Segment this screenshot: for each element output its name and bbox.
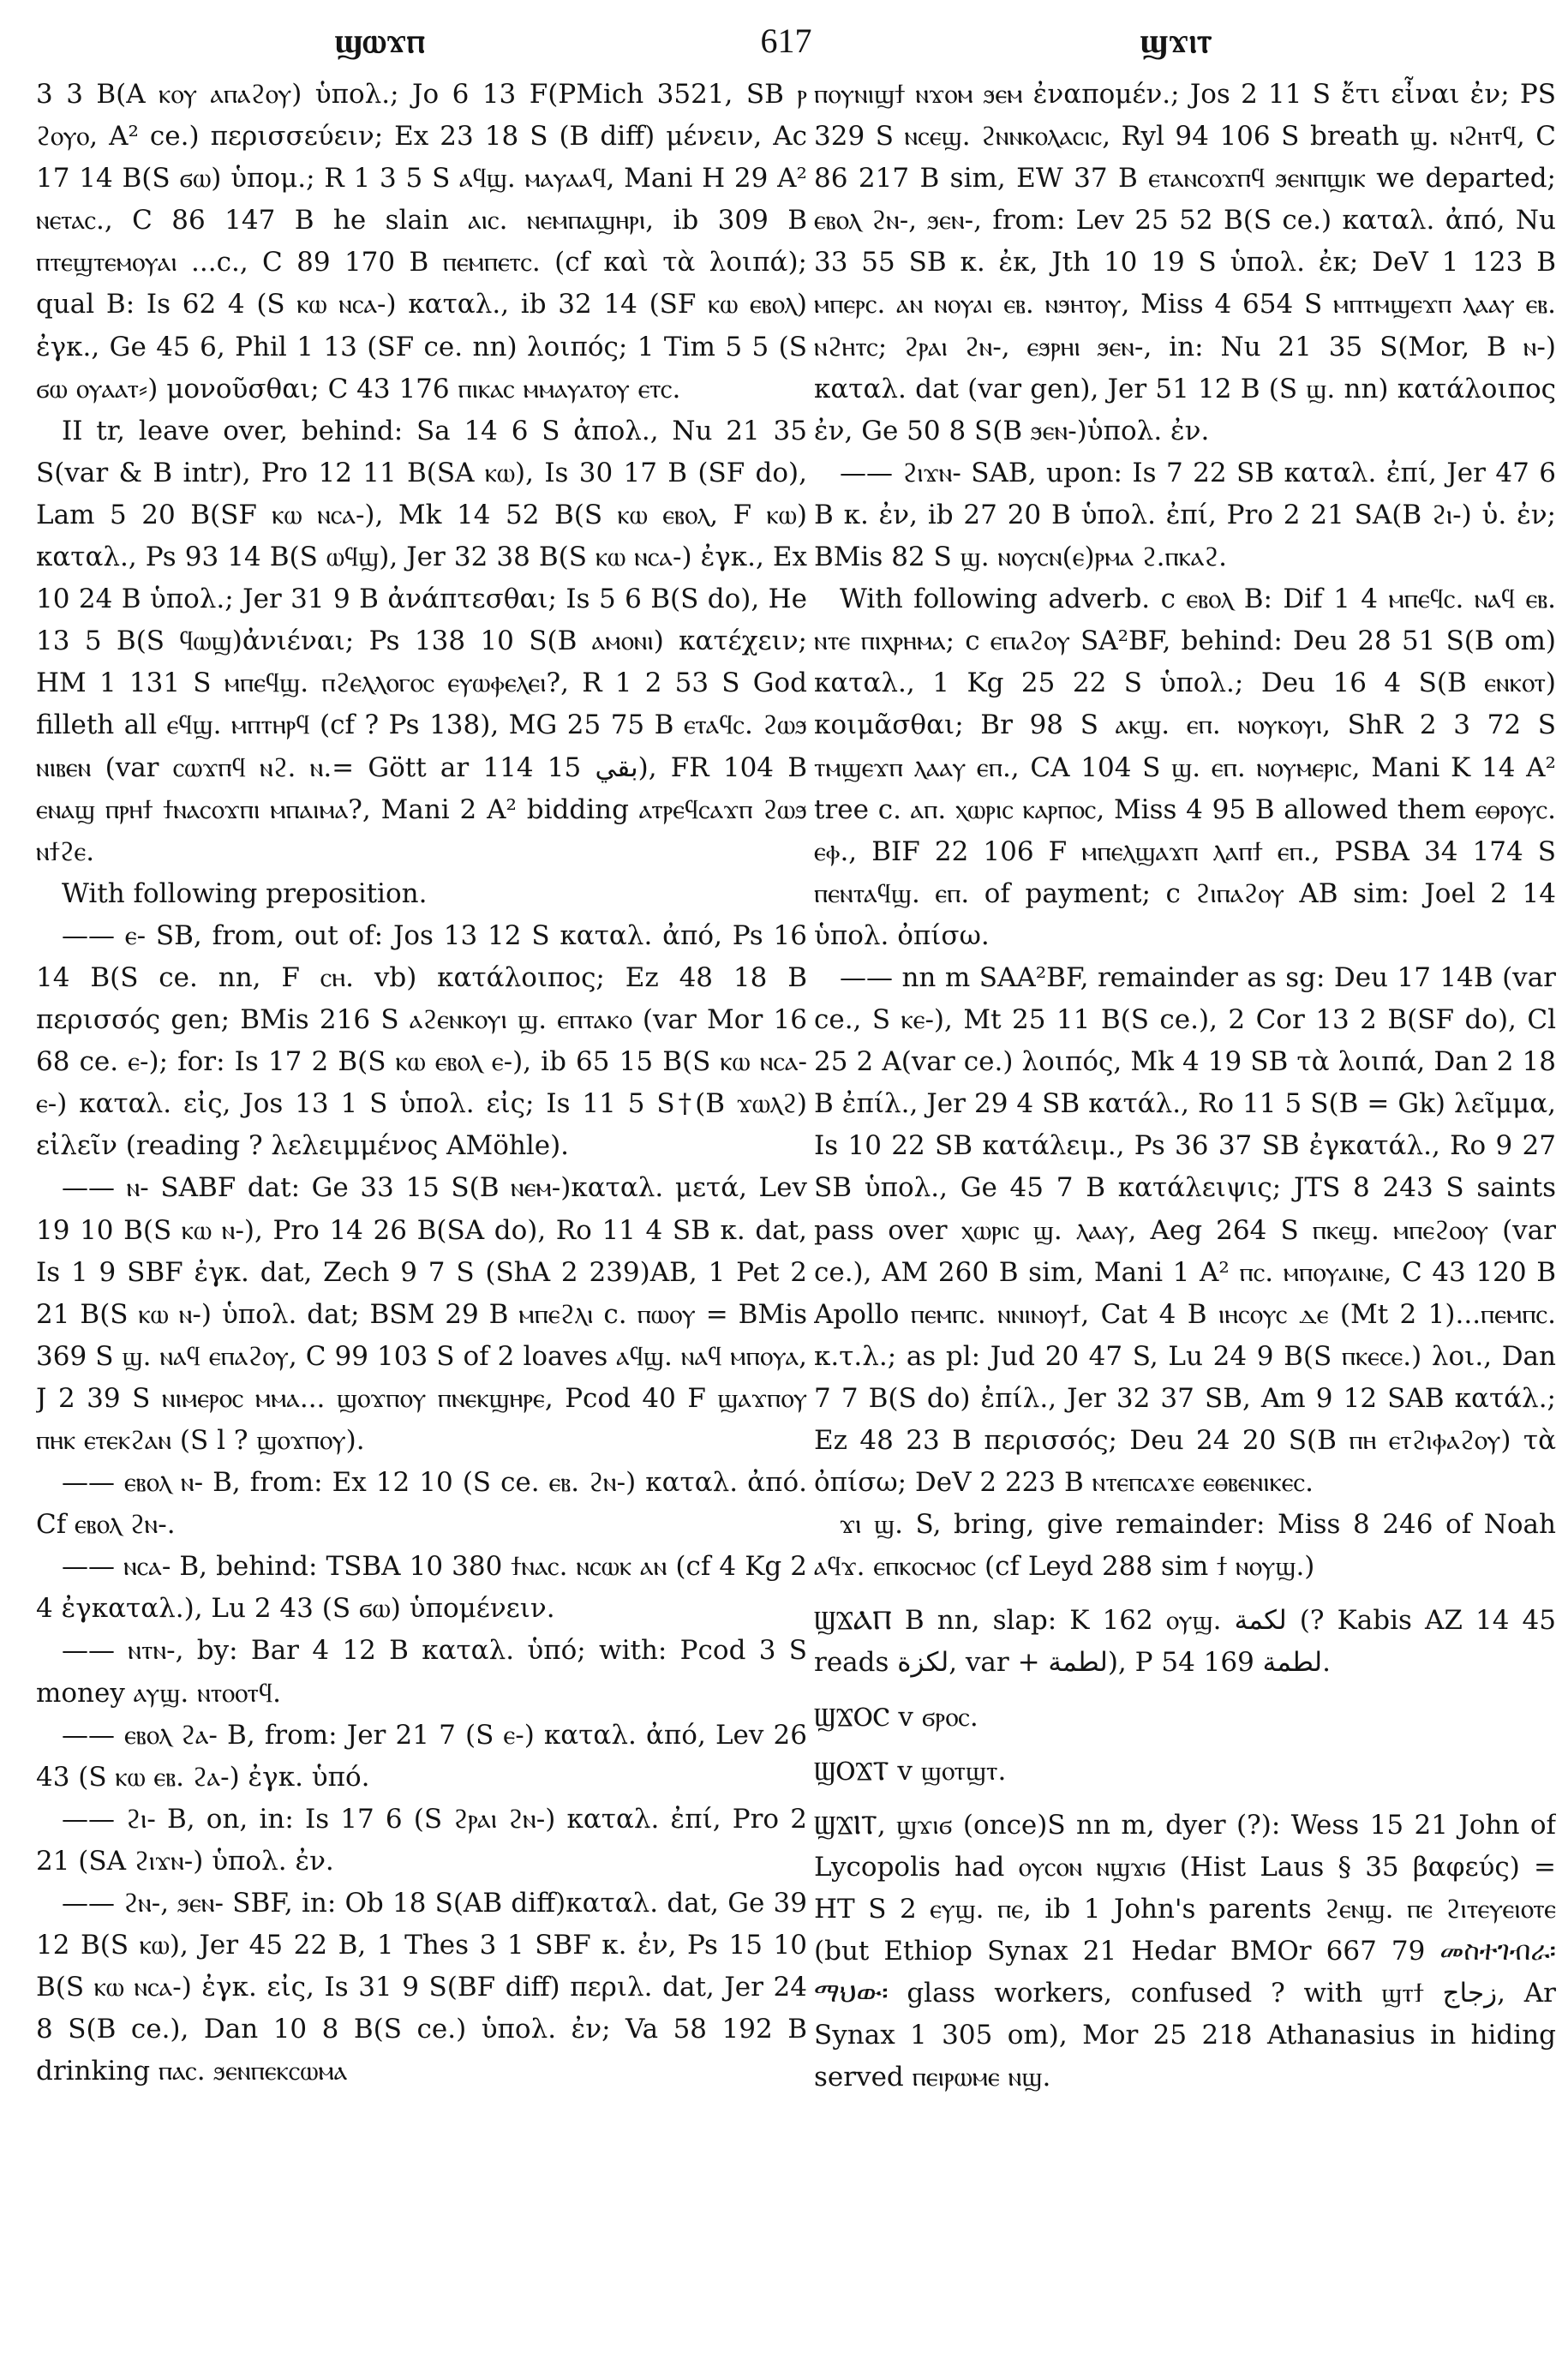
paragraph: —— ϩⲓ- B, on, in: Is 17 6 (S ϩⲣⲁⲓ ϩⲛ-) καταλ. ἐπί, Pro 2 21 (SA ϩⲓϫⲛ-) ὑπολ. ἐν. bbox=[36, 1803, 807, 1877]
left-running-head: ϣⲱϫⲡ bbox=[334, 21, 425, 60]
headword-entry: ϢⲞϪⲦ v ϣⲟⲧϣⲧ. bbox=[814, 1755, 1007, 1787]
page-header bbox=[34, 15, 1538, 67]
paragraph: ϫⲓ ϣ. S, bring, give remainder: Miss 8 246 of Noah ⲁϥϫ. ⲉⲡⲕⲟⲥⲙⲟⲥ (cf Leyd 288 sim ϯ ⲛⲟⲩϣ.) bbox=[814, 1509, 1556, 1583]
paragraph: —— ⲉ- SB, from, out of: Jos 13 12 S καταλ. ἀπό, Ps 16 14 B(S ce. nn, F ⲥⲏ. vb) κατάλοιπος; Ez 48 18 B περισσός gen; BMis 216 S ⲁϩⲉⲛⲕⲟⲩⲓ ϣ. ⲉⲡⲧⲁⲕⲟ (var Mor 16 68 ce. ⲉ-); for: Is 17 2 B(S ⲕⲱ ⲉⲃⲟⲗ ⲉ-), ib 65 15 B(S ⲕⲱ ⲛⲥⲁ- ⲉ-) καταλ. εἰς, Jos 13 1 S ὑπολ. εἰς; Is 11 5 S†(B ϫⲱⲗϩ) εἰλεῖν (reading ? λελειμμένος AMöhle). bbox=[36, 919, 807, 1162]
paragraph: —— ϩⲛ-, ϧⲉⲛ- SBF, in: Ob 18 S(AB diff)καταλ. dat, Ge 39 12 B(S ⲕⲱ), Jer 45 22 B, 1 Thes 3 1 SBF κ. ἐν, Ps 15 10 B(S ⲕⲱ ⲛⲥⲁ-) ἐγκ. εἰς, Is 31 9 S(BF diff) περιλ. dat, Jer 24 8 S(B ce.), Dan 10 8 B(S ce.) ὑπολ. ἐν; Va 58 192 B drinking ⲡⲁⲥ. ϧⲉⲛⲡⲉⲕⲥⲱⲙⲁ bbox=[36, 1888, 807, 2087]
paragraph: —— ⲛⲧⲛ-, by: Bar 4 12 B καταλ. ὑπό; with: Pcod 3 S money ⲁⲩϣ. ⲛⲧⲟⲟⲧϥ. bbox=[36, 1635, 807, 1709]
headword-entry: ϢϪⲒⲦ, ϣϫⲓϭ (once)S nn m, dyer (?): Wess 15 21 John of Lycopolis had ⲟⲩⲥⲟⲛ ⲛϣϫⲓϭ (Hist Laus § 35 βαφεύς) = HT S 2 ⲉⲩϣ. ⲡⲉ, ib 1 John's parents ϩⲉⲛϣ. ⲡⲉ ϩⲓⲧⲉⲩⲉⲓⲟⲧⲉ (but Ethiop Synax 21 Hedar BMOr 667 79 መስተገብራ፡ ማህው፡ glass workers, confused ? with ϣⲧϯ زجاج, Ar Synax 1 305 om), Mor 25 218 Athanasius in hiding served ⲡⲉⲓⲣⲱⲙⲉ ⲛϣ. bbox=[814, 1809, 1556, 2093]
page-number: 617 bbox=[760, 21, 812, 60]
paragraph: II tr, leave over, behind: Sa 14 6 S ἀπολ., Nu 21 35 S(var & B intr), Pro 12 11 B(SA ⲕⲱ), Is 30 17 B (SF do), Lam 5 20 B(SF ⲕⲱ ⲛⲥⲁ-), Mk 14 52 B(S ⲕⲱ ⲉⲃⲟⲗ, F ⲕⲱ) καταλ., Ps 93 14 B(S ⲱϥϣ), Jer 32 38 B(S ⲕⲱ ⲛⲥⲁ-) ἐγκ., Ex 10 24 B ὑπολ.; Jer 31 9 B ἀνάπτεσθαι; Is 5 6 B(S do), He 13 5 B(S ϥⲱϣ)ἀνιέναι; Ps 138 10 S(B ⲁⲙⲟⲛⲓ) κατέχειν; HM 1 131 S ⲙⲡⲉϥϣ. ⲡϩⲉⲗⲗⲟⲅⲟⲥ ⲉⲩⲱⲫⲉⲗⲉⲓ?, R 1 2 53 S God filleth all ⲉϥϣ. ⲙⲡⲧⲏⲣϥ (cf ? Ps 138), MG 25 75 B ⲉⲧⲁϥⲥ. ϩⲱϧ ⲛⲓⲃⲉⲛ (var ⲥⲱϫⲡϥ ⲛϩ. ⲛ.= Gött ar 114 15 بقي), FR 104 B ⲉⲛⲁϣ ⲡⲣⲏϯ ϯⲛⲁⲥⲟϫⲡⲓ ⲙⲡⲁⲓⲙⲁ?, Mani 2 A² bidding ⲁⲧⲣⲉϥⲥⲁϫⲡ ϩⲱϧ ⲛϯϩⲉ. bbox=[36, 415, 807, 867]
paragraph: —— ⲛⲥⲁ- B, behind: TSBA 10 380 ϯⲛⲁⲥ. ⲛⲥⲱⲕ ⲁⲛ (cf 4 Kg 2 4 ἐγκαταλ.), Lu 2 43 (S ϭⲱ) ὑπομένειν. bbox=[36, 1551, 807, 1625]
paragraph: —— ⲛ- SABF dat: Ge 33 15 S(B ⲛⲉⲙ-)καταλ. μετά, Lev 19 10 B(S ⲕⲱ ⲛ-), Pro 14 26 B(SA do), Ro 11 4 SB κ. dat, Is 1 9 SBF ἐγκ. dat, Zech 9 7 S (ShA 2 239)AB, 1 Pet 2 21 B(S ⲕⲱ ⲛ-) ὑπολ. dat; BSM 29 B ⲙⲡⲉϩⲗⲓ c. ⲡⲱⲟⲩ = BMis 369 S ϣ. ⲛⲁϥ ⲉⲡⲁϩⲟⲩ, C 99 103 S of 2 loaves ⲁϥϣ. ⲛⲁϥ ⲙⲡⲟⲩⲁ, J 2 39 S ⲛⲓⲙⲉⲣⲟⲥ ⲙⲙⲁ... ϣⲟϫⲡⲟⲩ ⲡⲛⲉⲕϣⲏⲣⲉ, Pcod 40 F ϣⲁϫⲡⲟⲩ ⲡⲏⲕ ⲉⲧⲉⲕϩⲁⲛ (S l ? ϣⲟϫⲡⲟⲩ). bbox=[36, 1172, 807, 1456]
headword-entry: ϢϪⲀⲠ B nn, slap: K 162 ⲟⲩϣ. لكمة (? Kabis AZ 14 45 reads لكزة, var + لطمة), P 54 169 لطمة. bbox=[814, 1605, 1556, 1679]
paragraph: ⲡⲟⲩⲛⲓϣϯ ⲛϫⲟⲙ ϧⲉⲙ ἐναπομέν.; Jos 2 11 S ἔτι εἶναι ἐν; PS 329 S ⲛⲥⲉϣ. ϩⲛⲛⲕⲟⲗⲁⲥⲓⲥ, Ryl 94 106 S breath ϣ. ⲛϩⲏⲧϥ, C 86 217 B sim, EW 37 B ⲉⲧⲁⲛⲥⲟϫⲡϥ ϧⲉⲛⲡϣⲓⲕ we departed; ⲉⲃⲟⲗ ϩⲛ-, ϧⲉⲛ-, from: Lev 25 52 B(S ce.) καταλ. ἀπό, Nu 33 55 SB κ. ἐκ, Jth 10 19 S ὑπολ. ἐκ; DeV 1 123 B ⲙⲡⲉⲣⲥ. ⲁⲛ ⲛⲟⲩⲁⲓ ⲉⲃ. ⲛϧⲏⲧⲟⲩ, Miss 4 654 S ⲙⲡⲧⲙϣⲉϫⲡ ⲗⲁⲁⲩ ⲉⲃ. ⲛϩⲏⲧⲥ; ϩⲣⲁⲓ ϩⲛ-, ⲉϧⲣⲏⲓ ϧⲉⲛ-, in: Nu 21 35 S(Mor, B ⲛ-) καταλ. dat (var gen), Jer 51 12 B (S ϣ. nn) κατάλοιπος ἐν, Ge 50 8 S(B ϧⲉⲛ-)ὑπολ. ἐν. bbox=[814, 79, 1556, 446]
paragraph: —— ⲉⲃⲟⲗ ⲛ- B, from: Ex 12 10 (S ce. ⲉⲃ. ϩⲛ-) καταλ. ἀπό. Cf ⲉⲃⲟⲗ ϩⲛ-. bbox=[36, 1467, 807, 1541]
paragraph: —— nn m SAA²BF, remainder as sg: Deu 17 14B (var ce., S ⲕⲉ-), Mt 25 11 B(S ce.), 2 Cor 13 2 B(SF do), Cl 25 2 A(var ce.) λοιπός, Mk 4 19 SB τὰ λοιπά, Dan 2 18 B ἐπίλ., Jer 29 4 SB κατάλ., Ro 11 5 S(B = Gk) λεῖμμα, Is 10 22 SB κατάλειμ., Ps 36 37 SB ἐγκατάλ., Ro 9 27 SB ὑπολ., Ge 45 7 B κατάλειψις; JTS 8 243 S saints pass over ⲭⲱⲣⲓⲥ ϣ. ⲗⲁⲁⲩ, Aeg 264 S ⲡⲕⲉϣ. ⲙⲡⲉϩⲟⲟⲩ (var ce.), AM 260 B sim, Mani 1 A² ⲡⲥ. ⲙⲡⲟⲩⲁⲓⲛⲉ, C 43 120 B Apollo ⲡⲉⲙⲡⲥ. ⲛⲛⲓⲛⲟⲩϯ, Cat 4 B ⲓⲏⲥⲟⲩⲥ ⲇⲉ (Mt 2 1)...ⲡⲉⲙⲡⲥ. κ.τ.λ.; as pl: Jud 20 47 S, Lu 24 9 B(S ⲡⲕⲉⲥⲉ.) λοι., Dan 7 7 B(S do) ἐπίλ., Jer 32 37 SB, Am 9 12 SAB κατάλ.; Ez 48 23 B περισσός; Deu 24 20 S(B ⲡⲏ ⲉⲧϩⲓⲫⲁϩⲟⲩ) τὰ ὀπίσω; DeV 2 223 B ⲛⲧⲉⲡⲥⲁϫⲉ ⲉⲑⲃⲉⲛⲓⲕⲉⲥ. bbox=[814, 961, 1556, 1499]
paragraph: —— ϩⲓϫⲛ- SAB, upon: Is 7 22 SB καταλ. ἐπί, Jer 47 6 B κ. ἐν, ib 27 20 B ὑπολ. ἐπί, Pro 2 21 SA(B ϩⲓ-) ὑ. ἐν; BMis 82 S ϣ. ⲛⲟⲩⲥⲛ(ⲉ)ⲣⲙⲁ ϩ.ⲡⲕⲁϩ. bbox=[814, 457, 1556, 573]
paragraph: —— ⲉⲃⲟⲗ ϩⲁ- B, from: Jer 21 7 (S ⲉ-) καταλ. ἀπό, Lev 26 43 (S ⲕⲱ ⲉⲃ. ϩⲁ-) ἐγκ. ὑπό. bbox=[36, 1719, 807, 1793]
paragraph: 3 3 B(A ⲕⲟⲩ ⲁⲡⲁϩⲟⲩ) ὑπολ.; Jo 6 13 F(PMich 3521, SB ⲣ ϩⲟⲩⲟ, A² ce.) περισσεύειν; Ex 23 18 S (B diff) μένειν, Ac 17 14 B(S ϭⲱ) ὑπομ.; R 1 3 5 S ⲁϥϣ. ⲙⲁⲩⲁⲁϥ, Mani H 29 A² ⲛⲉⲧⲁⲥ., C 86 147 B he slain ⲁⲓⲥ. ⲛⲉⲙⲡⲁϣⲏⲣⲓ, ib 309 B ⲡⲧⲉϣⲧⲉⲙⲟⲩⲁⲓ ...c., C 89 170 B ⲡⲉⲙⲡⲉⲧⲥ. (cf καὶ τὰ λοιπά); qual B: Is 62 4 (S ⲕⲱ ⲛⲥⲁ-) καταλ., ib 32 14 (SF ⲕⲱ ⲉⲃⲟⲗ) ἐγκ., Ge 45 6, Phil 1 13 (SF ce. nn) λοιπός; 1 Tim 5 5 (S ϭⲱ ⲟⲩⲁⲁⲧ⸗) μονοῦσθαι; C 43 176 ⲡⲓⲕⲁⲥ ⲙⲙⲁⲩⲁⲧⲟⲩ ⲉⲧⲥ. bbox=[36, 79, 807, 404]
headword-entry: ϢϪⲞⲤ v ϭⲣⲟⲥ. bbox=[814, 1701, 979, 1733]
right-column bbox=[814, 74, 1556, 2344]
right-running-head: ϣϫⲓⲧ bbox=[1140, 21, 1212, 60]
paragraph: With following preposition. bbox=[62, 877, 428, 909]
paragraph: With following adverb. c ⲉⲃⲟⲗ B: Dif 1 4 ⲙⲡⲉϥⲥ. ⲛⲁϥ ⲉⲃ. ⲛⲧⲉ ⲡⲓⲭⲣⲏⲙⲁ; c ⲉⲡⲁϩⲟⲩ SA²BF, behind: Deu 28 51 S(B om) καταλ., 1 Kg 25 22 S ὑπολ.; Deu 16 4 S(B ⲉⲛⲕⲟⲧ) κοιμᾶσθαι; Br 98 S ⲁⲕϣ. ⲉⲡ. ⲛⲟⲩⲕⲟⲩⲓ, ShR 2 3 72 S ⲧⲙϣⲉϫⲡ ⲗⲁⲁⲩ ⲉⲡ., CA 104 S ϣ. ⲉⲡ. ⲛⲟⲩⲙⲉⲣⲓⲥ, Mani K 14 A² tree c. ⲁⲡ. ⲭⲱⲣⲓⲥ ⲕⲁⲣⲡⲟⲥ, Miss 4 95 B allowed them ⲉⲑⲣⲟⲩⲥ. ⲉⲫ., BIF 22 106 F ⲙⲡⲉⲗϣⲁϫⲡ ⲗⲁⲡϯ ⲉⲡ., PSBA 34 174 S ⲡⲉⲛⲧⲁϥϣ. ⲉⲡ. of payment; c ϩⲓⲡⲁϩⲟⲩ AB sim: Joel 2 14 ὑπολ. ὀπίσω. bbox=[814, 584, 1556, 951]
left-column bbox=[36, 74, 807, 2344]
